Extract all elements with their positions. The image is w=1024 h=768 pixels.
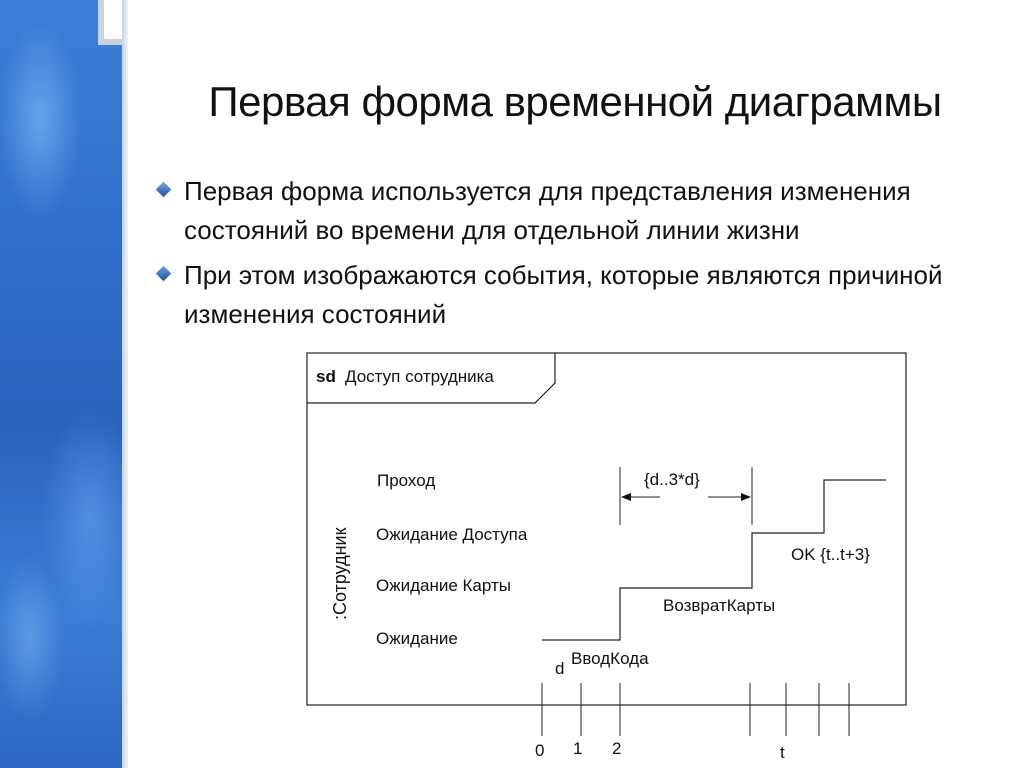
- time-variable: t: [780, 743, 785, 762]
- bullet-text: При этом изображаются события, которые являются причиной изменения состояний: [184, 260, 943, 329]
- state-label: Ожидание Доступа: [376, 525, 528, 544]
- frame-name: Доступ сотрудника: [345, 367, 494, 386]
- slide-title: Первая форма временной диаграммы: [208, 78, 942, 125]
- frame-keyword: sd: [316, 367, 336, 386]
- event-label: ВозвратКарты: [663, 596, 776, 615]
- time-tick-label: 2: [612, 739, 622, 758]
- lifeline-name: :Сотрудник: [330, 527, 350, 620]
- bullet-text: Первая форма используется для представления изменения состояний во времени для отдельной линии жизни: [184, 176, 911, 245]
- event-label: ВводКода: [571, 649, 649, 668]
- state-label: Проход: [377, 471, 436, 490]
- duration-mark: d: [555, 659, 565, 678]
- state-label: Ожидание Карты: [376, 576, 511, 595]
- duration-constraint: {d..3*d}: [644, 470, 700, 489]
- state-label: Ожидание: [376, 629, 458, 648]
- event-label: OK {t..t+3}: [791, 545, 870, 564]
- time-tick-label: 0: [535, 741, 545, 760]
- time-tick-label: 1: [573, 739, 583, 758]
